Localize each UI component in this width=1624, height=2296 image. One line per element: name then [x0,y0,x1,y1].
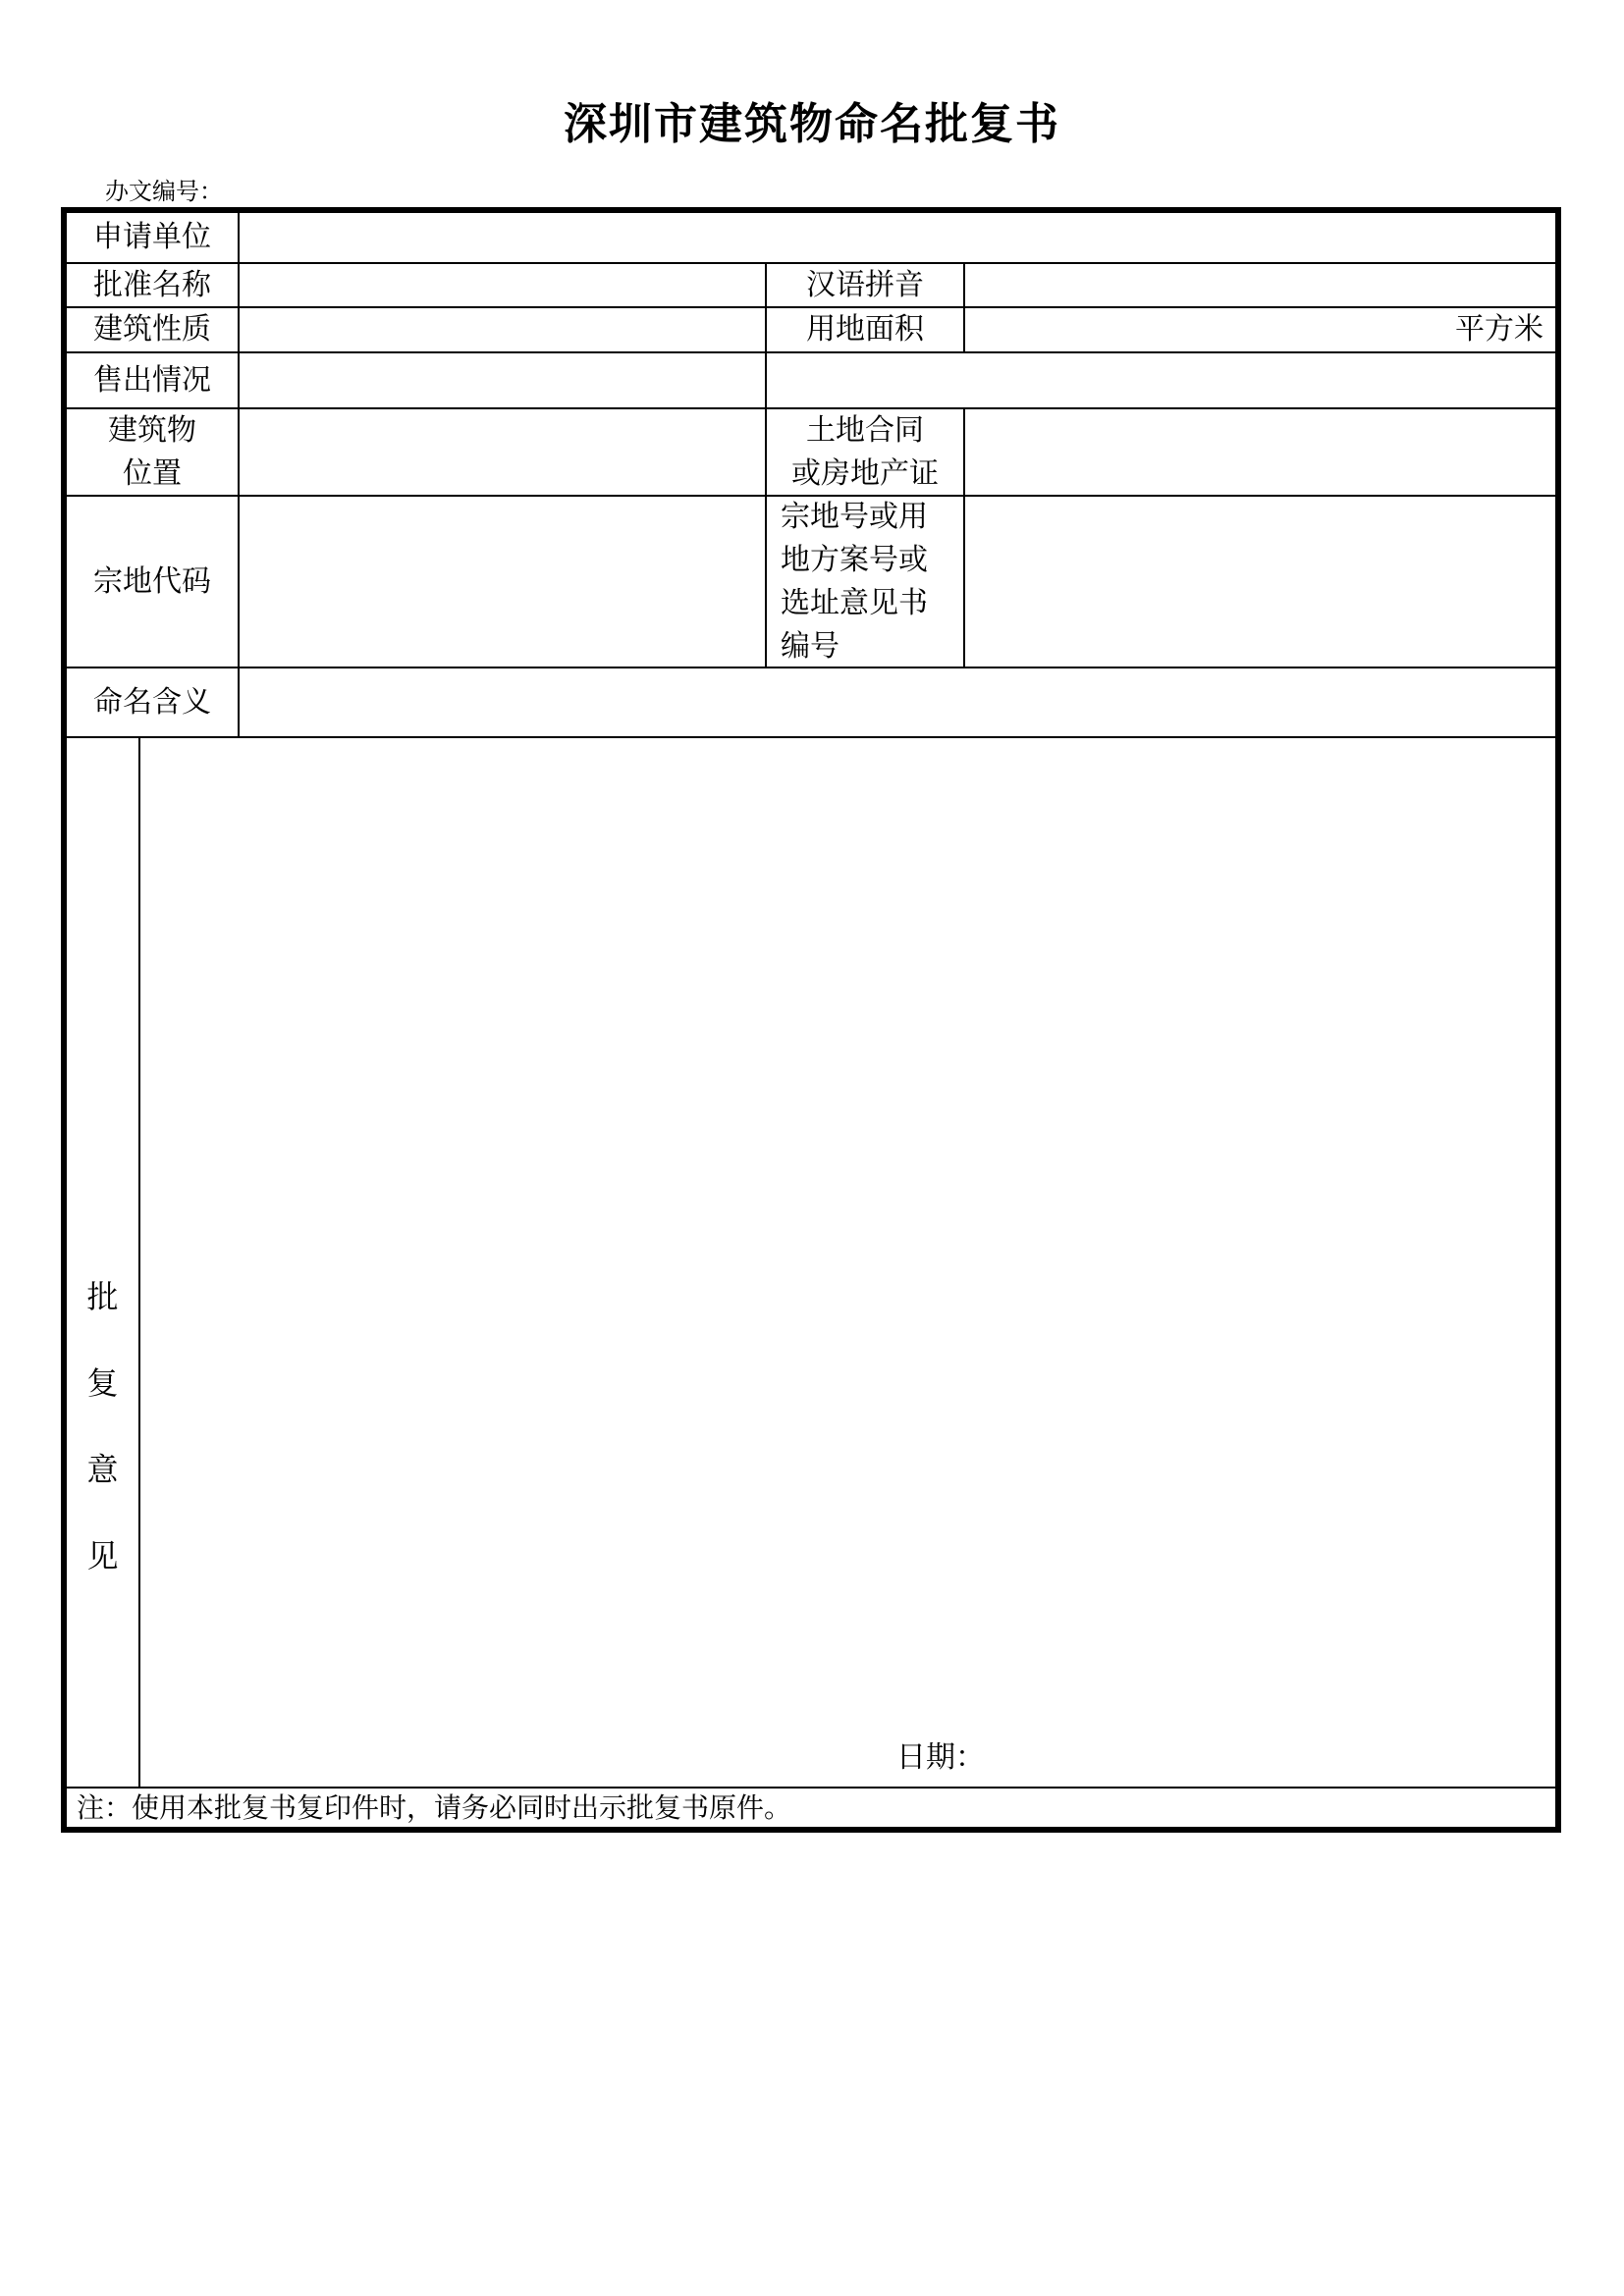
building-location-field[interactable] [240,409,765,495]
doc-number-label: 办文编号： [105,178,223,205]
document-title: 深圳市建筑物命名批复书 [564,99,1060,149]
name-meaning-label: 命名含义 [93,684,211,720]
date-label: 日期： [896,1740,985,1775]
approval-char-2: 复 [86,1364,119,1402]
applicant-field[interactable] [240,213,1555,262]
approval-form-table [61,207,1561,1833]
parcel-number-field[interactable] [965,497,1555,667]
parcel-code-label: 宗地代码 [93,563,211,599]
sale-status-label: 售出情况 [93,362,211,398]
footer-note: 注：使用本批复书复印件时，请务必同时出示批复书原件。 [77,1790,792,1824]
approved-name-field[interactable] [240,264,765,306]
pinyin-label: 汉语拼音 [806,267,924,302]
building-location-label: 建筑物 位置 [108,412,196,491]
sale-status-field[interactable] [240,353,1555,407]
approval-char-4: 见 [86,1537,119,1575]
building-nature-label: 建筑性质 [93,312,211,347]
approval-opinion-label [67,1254,138,1599]
approved-name-label: 批准名称 [93,267,211,302]
parcel-number-label: 宗地号或用 地方案号或 选址意见书 编号 [781,499,928,664]
approval-char-1: 批 [86,1278,119,1315]
area-unit: 平方米 [1455,312,1543,347]
name-meaning-field[interactable] [240,668,1555,736]
approval-opinion-field[interactable] [140,738,1555,1787]
building-nature-field[interactable] [240,308,765,351]
pinyin-field[interactable] [965,264,1555,306]
parcel-code-field[interactable] [240,497,765,667]
applicant-label: 申请单位 [93,220,211,254]
land-contract-label: 土地合同 或房地产证 [791,412,939,491]
land-contract-field[interactable] [965,409,1555,495]
approval-char-3: 意 [86,1451,119,1488]
land-area-label: 用地面积 [806,312,924,347]
